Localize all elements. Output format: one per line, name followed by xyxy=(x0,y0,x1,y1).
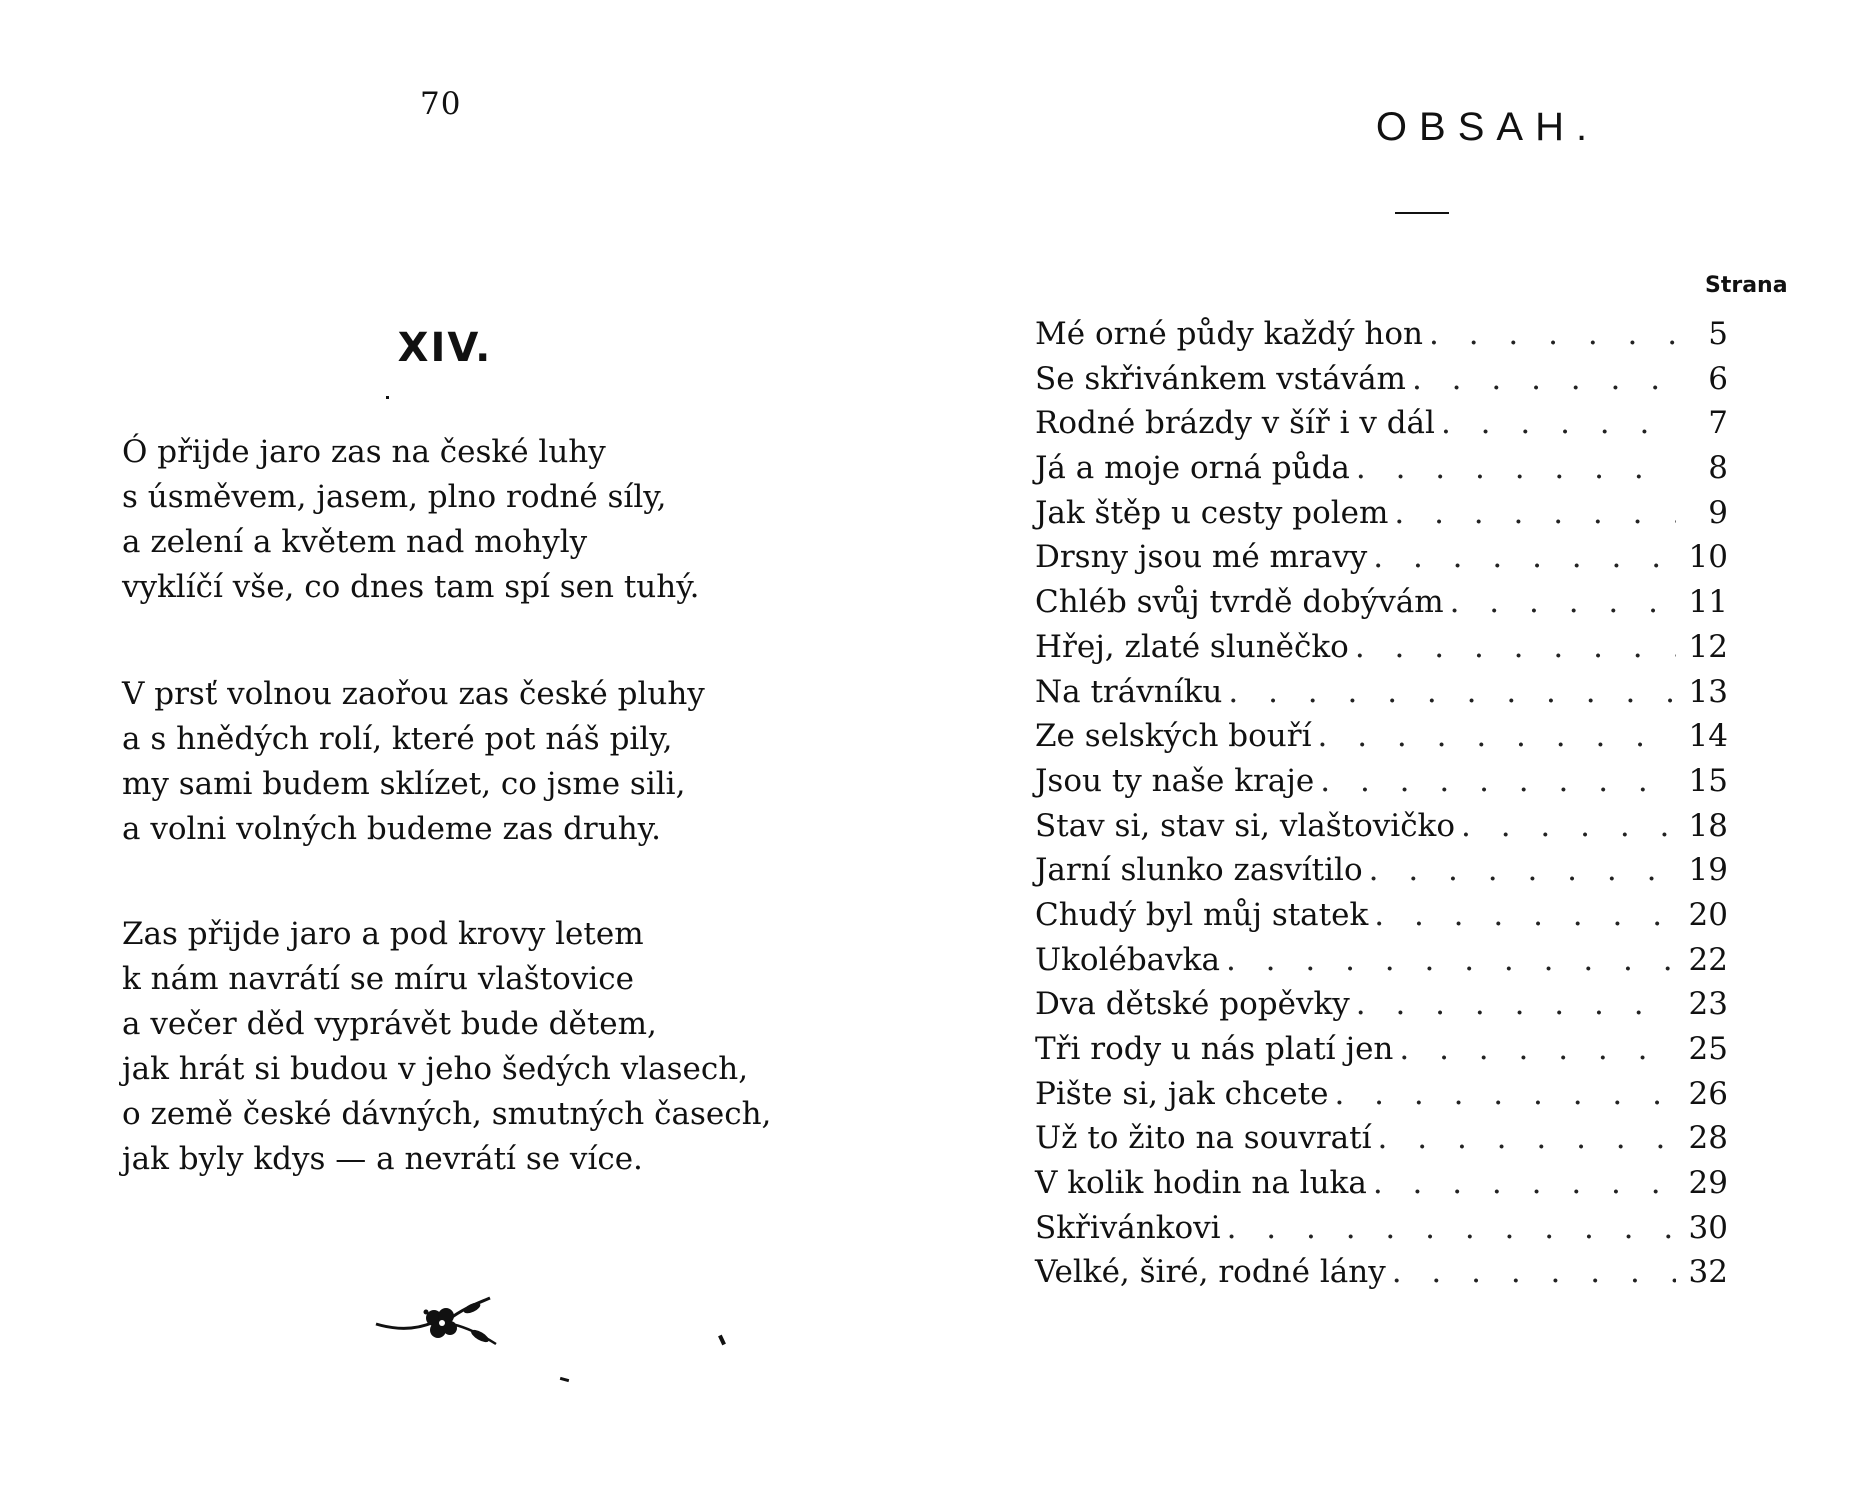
toc-entry[interactable] xyxy=(1035,759,1728,804)
toc-entry-title: Chléb svůj tvrdě dobývám xyxy=(1035,584,1444,621)
dot-leader xyxy=(1355,625,1676,670)
toc-entry[interactable] xyxy=(1035,893,1728,938)
toc-entry[interactable] xyxy=(1035,982,1728,1027)
toc-entry-title: Hřej, zlaté sluněčko xyxy=(1035,628,1349,665)
page-number: 70 xyxy=(420,86,462,122)
verse-line: Ó přijde jaro zas na české luhy xyxy=(122,434,606,470)
verse-line: a zelení a květem nad mohyly xyxy=(122,524,588,560)
heading-divider xyxy=(1395,212,1449,214)
toc-entry[interactable] xyxy=(1035,714,1728,759)
verse-line: a volni volných budeme zas druhy. xyxy=(122,811,661,847)
dot-leader xyxy=(1399,1027,1676,1072)
dot-leader xyxy=(1369,848,1676,893)
dot-leader xyxy=(1392,1250,1676,1295)
dot-leader xyxy=(1227,1206,1676,1251)
toc-entry-title: Už to žito na souvratí xyxy=(1035,1120,1372,1157)
toc-entry-title: Jsou ty naše kraje xyxy=(1035,762,1315,799)
dot-leader xyxy=(1461,804,1676,849)
verse-line: vyklíčí vše, co dnes tam spí sen tuhý. xyxy=(122,569,700,605)
toc-entry-page: 19 xyxy=(1688,852,1728,889)
floral-ornament-icon xyxy=(372,1290,512,1350)
dot-leader xyxy=(1394,491,1676,536)
verse-line: V prsť volnou zaořou zas české pluhy xyxy=(122,676,705,712)
ink-speck xyxy=(386,396,389,399)
dot-leader xyxy=(1429,312,1676,357)
toc-entry[interactable] xyxy=(1035,1027,1728,1072)
dot-leader xyxy=(1228,670,1676,715)
right-page xyxy=(935,0,1870,1500)
toc-entry-title: Skřivánkovi xyxy=(1035,1209,1221,1246)
verse-line: a večer děd vyprávět bude dětem, xyxy=(122,1006,657,1042)
toc-entry-page: 10 xyxy=(1688,539,1728,576)
verse-line: s úsměvem, jasem, plno rodné síly, xyxy=(122,479,667,515)
toc-entry-page: 5 xyxy=(1708,316,1728,352)
dot-leader xyxy=(1450,580,1676,625)
toc-entry-page: 20 xyxy=(1688,896,1728,933)
toc-entry-title: Mé orné půdy každý hon xyxy=(1035,316,1424,352)
toc-entry[interactable] xyxy=(1035,357,1728,402)
dot-leader xyxy=(1412,357,1676,402)
toc-entry-page: 22 xyxy=(1688,941,1728,978)
toc-entry-title: Se skřivánkem vstávám xyxy=(1035,360,1406,397)
dot-leader xyxy=(1373,1161,1676,1206)
verse-line: jak hrát si budou v jeho šedých vlasech, xyxy=(122,1051,749,1087)
toc-entry-title: Jak štěp u cesty polem xyxy=(1035,494,1389,531)
dot-leader xyxy=(1356,446,1676,491)
page-column-header: Strana xyxy=(1705,273,1788,298)
toc-entry-title: Ze selských bouří xyxy=(1035,718,1312,755)
toc-entry-title: Pište si, jak chcete xyxy=(1035,1075,1329,1112)
toc-entry[interactable] xyxy=(1035,1072,1728,1117)
toc-entry[interactable] xyxy=(1035,938,1728,983)
dot-leader xyxy=(1378,1116,1676,1161)
table-of-contents xyxy=(1035,312,1728,1295)
dot-leader xyxy=(1356,982,1676,1027)
toc-entry-title: Ukolébavka xyxy=(1035,941,1220,978)
dot-leader xyxy=(1373,535,1676,580)
toc-entry[interactable] xyxy=(1035,535,1728,580)
toc-entry[interactable] xyxy=(1035,625,1728,670)
toc-entry-page: 12 xyxy=(1688,628,1728,665)
toc-entry-title: V kolik hodin na luka xyxy=(1035,1165,1367,1202)
toc-entry-title: Jarní slunko zasvítilo xyxy=(1035,852,1363,889)
dot-leader xyxy=(1441,401,1676,446)
verse-line: jak byly kdys — a nevrátí se více. xyxy=(122,1141,643,1177)
toc-entry-page: 29 xyxy=(1688,1165,1728,1202)
toc-entry-page: 18 xyxy=(1688,807,1728,844)
verse-line: my sami budem sklízet, co jsme sili, xyxy=(122,766,686,802)
toc-entry-title: Chudý byl můj statek xyxy=(1035,896,1369,933)
toc-entry[interactable] xyxy=(1035,580,1728,625)
toc-entry[interactable] xyxy=(1035,401,1728,446)
toc-entry-title: Tři rody u nás platí jen xyxy=(1035,1031,1394,1067)
dot-leader xyxy=(1318,714,1676,759)
toc-entry-title: Dva dětské popěvky xyxy=(1035,986,1350,1023)
poem-title: XIV. xyxy=(397,325,493,371)
toc-entry-page: 7 xyxy=(1708,405,1728,442)
toc-entry-page: 25 xyxy=(1688,1031,1728,1067)
toc-entry-page: 28 xyxy=(1688,1120,1728,1157)
ink-speck xyxy=(718,1335,726,1346)
toc-entry[interactable] xyxy=(1035,848,1728,893)
toc-entry[interactable] xyxy=(1035,804,1728,849)
toc-entry-title: Já a moje orná půda xyxy=(1035,450,1350,487)
stanza-2 xyxy=(122,672,705,852)
toc-entry[interactable] xyxy=(1035,491,1728,536)
toc-heading: OBSAH. xyxy=(1375,105,1600,149)
stanza-1 xyxy=(122,430,699,610)
toc-entry-page: 26 xyxy=(1688,1075,1728,1112)
toc-entry-page: 9 xyxy=(1708,494,1728,531)
verse-line: o země české dávných, smutných časech, xyxy=(122,1096,772,1132)
toc-entry-page: 30 xyxy=(1688,1209,1728,1246)
ink-speck xyxy=(560,1377,569,1382)
stanza-3 xyxy=(122,912,771,1182)
toc-entry-title: Na trávníku xyxy=(1035,673,1223,710)
toc-entry-title: Stav si, stav si, vlaštovičko xyxy=(1035,807,1455,844)
toc-entry-title: Velké, širé, rodné lány xyxy=(1035,1254,1386,1291)
toc-entry-title: Drsny jsou mé mravy xyxy=(1035,539,1368,576)
toc-entry[interactable] xyxy=(1035,670,1728,715)
toc-entry-page: 13 xyxy=(1688,673,1728,710)
toc-entry[interactable] xyxy=(1035,446,1728,491)
toc-entry-page: 15 xyxy=(1688,762,1728,799)
dot-leader xyxy=(1226,938,1676,983)
toc-entry-title: Rodné brázdy v šíř i v dál xyxy=(1035,405,1435,442)
toc-entry-page: 8 xyxy=(1708,450,1728,487)
toc-entry-page: 32 xyxy=(1688,1254,1728,1291)
dot-leader xyxy=(1374,893,1676,938)
toc-entry-page: 11 xyxy=(1688,584,1728,621)
toc-entry[interactable] xyxy=(1035,1206,1728,1251)
verse-line: Zas přijde jaro a pod krovy letem xyxy=(122,916,644,952)
toc-entry-page: 6 xyxy=(1708,360,1728,397)
toc-entry-page: 23 xyxy=(1688,986,1728,1023)
verse-line: k nám navrátí se míru vlaštovice xyxy=(122,961,634,997)
toc-entry[interactable] xyxy=(1035,312,1728,357)
toc-entry-page: 14 xyxy=(1688,718,1728,755)
dot-leader xyxy=(1334,1072,1676,1117)
verse-line: a s hnědých rolí, které pot náš pily, xyxy=(122,721,673,757)
toc-entry[interactable] xyxy=(1035,1161,1728,1206)
dot-leader xyxy=(1320,759,1676,804)
toc-entry[interactable] xyxy=(1035,1250,1728,1295)
toc-entry[interactable] xyxy=(1035,1116,1728,1161)
